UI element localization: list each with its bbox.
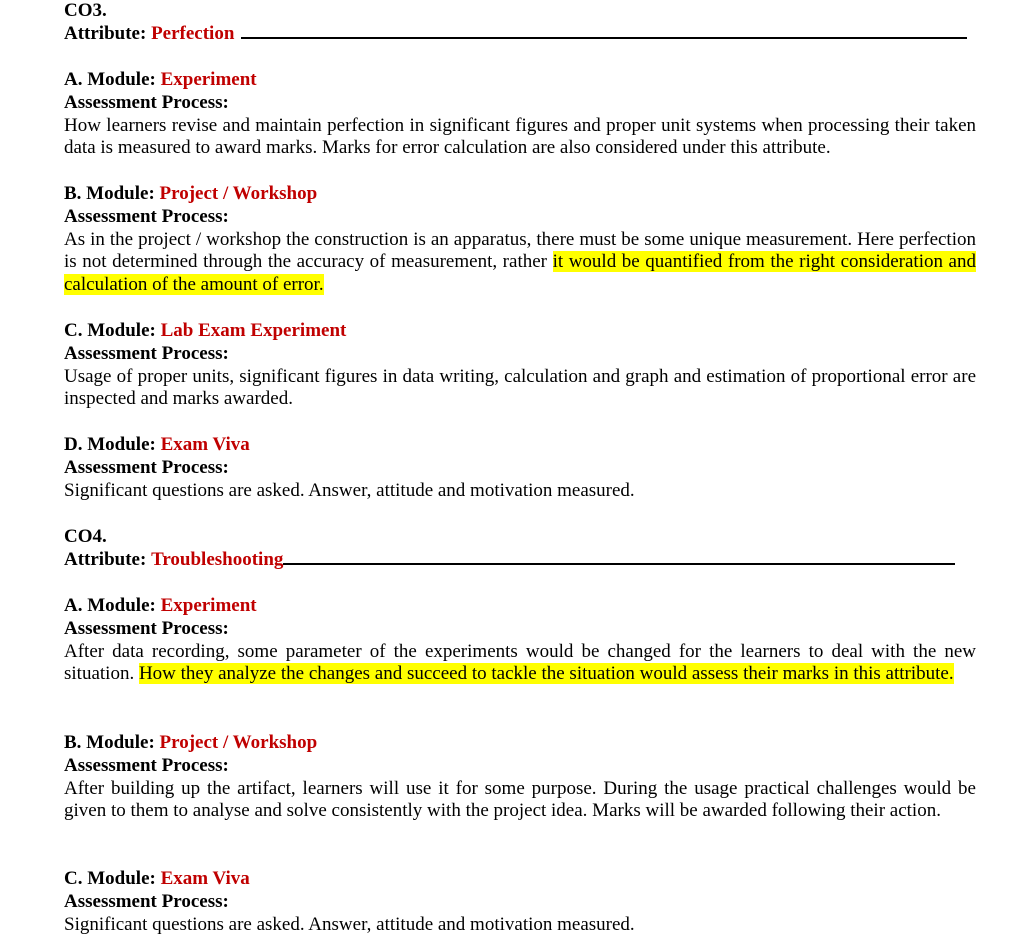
module-label: B. Module: xyxy=(64,183,155,204)
highlighted-text: How they analyze the changes and succeed to tackle the situation would assess their marks in this attribute. xyxy=(138,663,954,685)
assessment-process-label: Assessment Process: xyxy=(64,342,229,364)
attribute-value: Troubleshooting xyxy=(151,548,284,570)
assessment-process-label: Assessment Process: xyxy=(64,890,229,912)
module-name: Experiment xyxy=(160,69,257,90)
module-name: Experiment xyxy=(160,595,257,616)
assessment-text: After data recording, some parameter of the experiments would be changed for the learners to deal with the new situation. How they analyze the changes and succeed to tackle the situation would assess their marks in this attribute. xyxy=(64,640,976,685)
co-label: CO3. xyxy=(64,0,107,21)
module-name: Exam Viva xyxy=(160,868,250,889)
module-name: Project / Workshop xyxy=(159,183,318,204)
assessment-text: Significant questions are asked. Answer, attitude and motivation measured. xyxy=(64,913,635,935)
module-label: A. Module: xyxy=(64,595,156,616)
module-label: D. Module: xyxy=(64,434,156,455)
co3-module-b xyxy=(64,183,976,297)
co3-module-c xyxy=(64,320,976,411)
co3-module-d xyxy=(64,434,976,502)
co4-header xyxy=(64,526,976,572)
assessment-process-label: Assessment Process: xyxy=(64,205,229,227)
highlighted-text: it would be quantified from the right consideration and calculation of the amount of error. xyxy=(64,251,976,296)
assessment-process-label: Assessment Process: xyxy=(64,91,229,113)
module-name: Lab Exam Experiment xyxy=(160,320,347,341)
assessment-text: Usage of proper units, significant figures in data writing, calculation and graph and estimation of proportional error are inspected and marks awarded. xyxy=(64,365,976,410)
assessment-process-label: Assessment Process: xyxy=(64,754,229,776)
module-label: B. Module: xyxy=(64,732,155,753)
co3-header xyxy=(64,0,976,46)
assessment-text: After building up the artifact, learners will use it for some purpose. During the usage practical challenges would be given to them to analyse and solve consistently with the project idea. Marks will be awarded following their action. xyxy=(64,777,976,822)
assessment-text: Significant questions are asked. Answer, attitude and motivation measured. xyxy=(64,479,635,501)
attribute-underline xyxy=(283,562,955,565)
co-label: CO4. xyxy=(64,526,107,547)
assessment-process-label: Assessment Process: xyxy=(64,617,229,639)
co4-module-c xyxy=(64,868,976,936)
attribute-underline xyxy=(241,36,967,39)
module-label: C. Module: xyxy=(64,868,156,889)
assessment-text: How learners revise and maintain perfection in significant figures and proper unit systems when processing their taken data is measured to award marks. Marks for error calculation are also considered under this attribute. xyxy=(64,114,976,159)
module-name: Project / Workshop xyxy=(159,732,318,753)
co4-module-b xyxy=(64,732,976,823)
module-name: Exam Viva xyxy=(160,434,250,455)
attribute-label: Attribute: xyxy=(64,22,147,44)
attribute-value: Perfection xyxy=(151,22,235,44)
module-label: C. Module: xyxy=(64,320,156,341)
co4-module-a xyxy=(64,595,976,686)
attribute-label: Attribute: xyxy=(64,548,147,570)
assessment-text: As in the project / workshop the construction is an apparatus, there must be some unique measurement. Here perfection is not determined through the accuracy of measurement, rather it would be quantified from the right consideration and calculation of the amount of error. xyxy=(64,228,976,296)
module-label: A. Module: xyxy=(64,69,156,90)
co3-module-a xyxy=(64,69,976,160)
assessment-process-label: Assessment Process: xyxy=(64,456,229,478)
